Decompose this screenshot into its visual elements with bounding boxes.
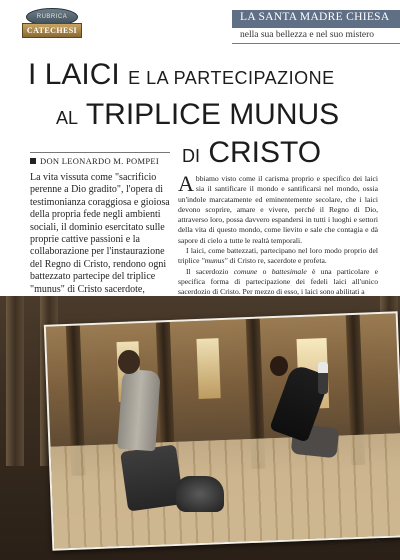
- author-name: DON LEONARDO M. POMPEI: [40, 156, 159, 166]
- body-p2-emphasis: "munus": [201, 256, 228, 266]
- byline-square-icon: [30, 158, 36, 164]
- title-word-i: I: [28, 58, 37, 91]
- body-p3-text-mid: o: [257, 266, 272, 276]
- title-phrase-triplice-munus: TRIPLICE MUNUS: [85, 98, 340, 131]
- intro-text: La vita vissuta come "sacrificio perenne a Dio gradito", l'opera di testimonianza coraggiosa e gioiosa della propria fede negli ambienti sociali, il dominio esercitato sulle proprie cattive passioni e la collaborazione per l'instaurazione del Regno di Cristo, rendono ogni battezzato partecipe del triplice "munus" di Cristo sacerdote,: [30, 172, 170, 295]
- distant-person: [318, 362, 328, 394]
- title-word-di: DI: [182, 146, 200, 166]
- background-pillar: [6, 296, 24, 466]
- article-title-line-1: [28, 60, 335, 90]
- kneeling-man-body: [117, 369, 160, 451]
- article-title-line-3: [182, 138, 321, 168]
- body-p1-text: bbiamo visto come il carisma proprio e specifico dei laici sia il santificare il mondo e santificarsi nel mondo, ossia un'indole marcatamente ed eminentemente secolare, che i laici devono scoprire, amare e vivere, perché il Regno di Dio, attraverso loro, possa davvero espandersi in tutti i luoghi e settori della vita di questo mondo, come lievito e sale che contagia e dà sapore di cielo a tutte le realtà temporali.: [178, 174, 378, 245]
- page-number: 17: [370, 539, 380, 550]
- series-title: LA SANTA MADRE CHIESA: [240, 11, 390, 23]
- photo-window: [196, 338, 220, 399]
- logo-banner: [22, 23, 82, 38]
- body-paragraph-3: [178, 267, 378, 298]
- author-rule: [30, 152, 170, 153]
- kneeling-man-head: [118, 350, 140, 374]
- article-title-line-2: [56, 100, 339, 130]
- body-p3-emphasis-1: comune: [233, 266, 258, 276]
- backpack: [176, 476, 224, 512]
- logo-banner-text: CATECHESI: [26, 26, 78, 35]
- church-photo: [44, 311, 400, 550]
- body-p3-text-b: è una particolare e specifica forma di partecipazione dei fedeli laici all'unico sacerdozio di Cristo. Per mezzo di esso, i laici sono abilitati a: [178, 266, 379, 297]
- title-phrase-partecipazione: E LA PARTECIPAZIONE: [128, 68, 335, 88]
- title-word-al: AL: [56, 108, 79, 128]
- logo-top-text: RUBRICA: [36, 14, 68, 20]
- author-byline: [30, 156, 159, 166]
- photo-floor: [50, 433, 400, 550]
- praying-man-head: [270, 356, 288, 376]
- series-subtitle: nella sua bellezza e nel suo mistero: [240, 30, 375, 40]
- title-word-laici: LAICI: [44, 58, 120, 91]
- body-paragraph-2: [178, 246, 378, 267]
- catechesi-logo: [22, 8, 80, 42]
- title-word-cristo: CRISTO: [208, 136, 322, 169]
- body-p3-text-a: Il sacerdozio: [186, 266, 234, 276]
- body-p2-text-a: I laici, come battezzati, partecipano nel loro modo proprio del triplice: [178, 246, 378, 266]
- drop-cap: A: [178, 171, 194, 196]
- body-paragraph-1: [178, 171, 378, 246]
- article-body: [178, 171, 379, 298]
- body-p2-text-b: di Cristo re, sacerdote e profeta.: [227, 256, 327, 266]
- body-p3-emphasis-2: battesimale: [271, 266, 307, 276]
- kneeling-man-legs: [120, 444, 184, 511]
- series-rule: [232, 43, 400, 44]
